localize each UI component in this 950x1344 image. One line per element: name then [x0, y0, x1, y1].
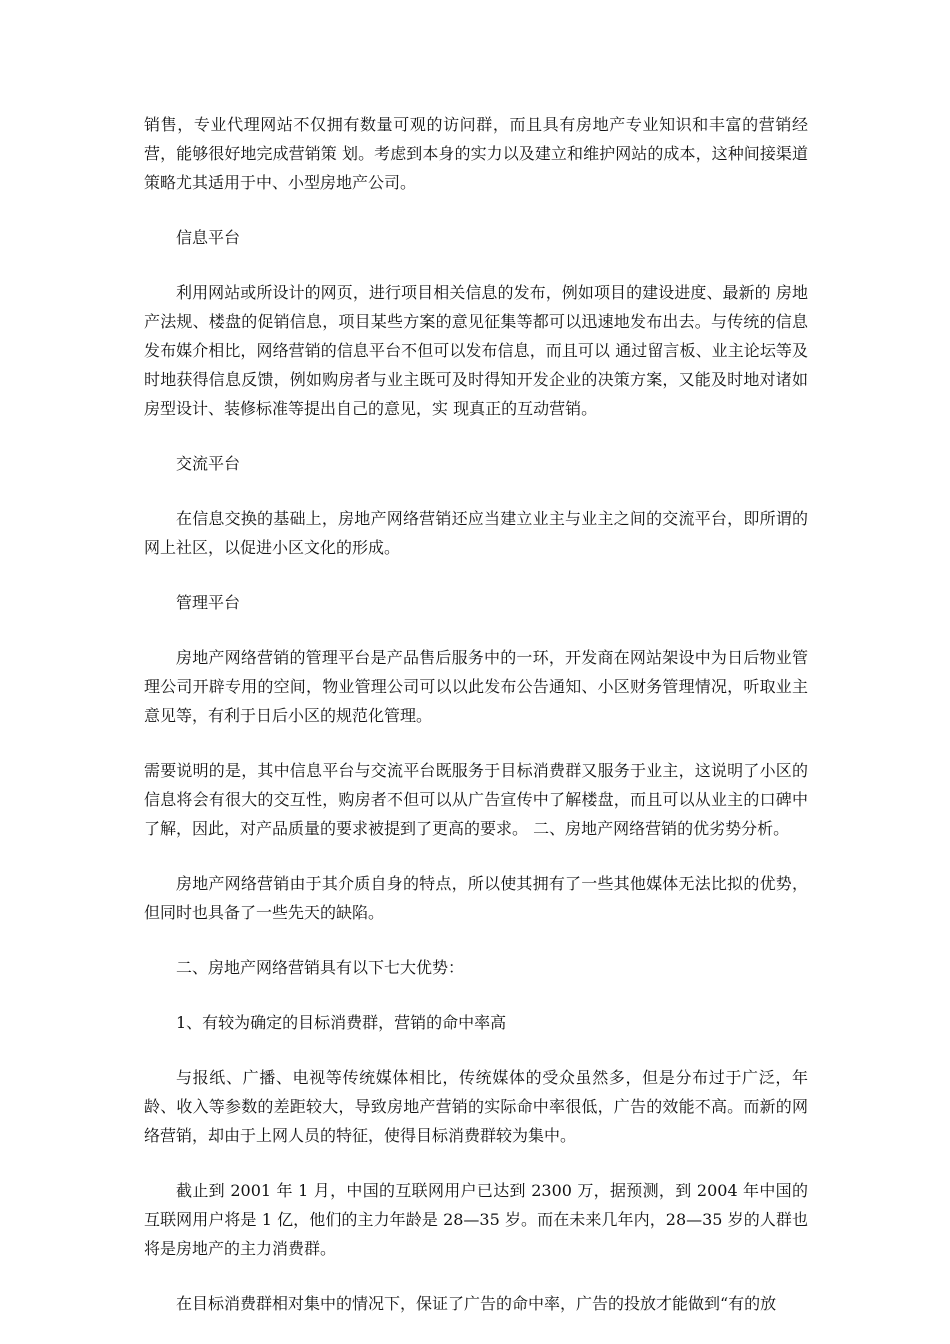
body-paragraph: 房地产网络营销由于其介质自身的特点，所以使其拥有了一些其他媒体无法比拟的优势，但同时也具备了一些先天的缺陷。 — [144, 874, 808, 922]
subsection-heading-1: 1、有较为确定的目标消费群，营销的命中率高 — [176, 1013, 507, 1032]
body-paragraph: 与报纸、广播、电视等传统媒体相比，传统媒体的受众虽然多，但是分布过于广泛，年龄、收入等参数的差距较大，导致房地产营销的实际命中率很低，广告的效能不高。而新的网络营销，却由于上网人员的特征，使得目标消费群较为集中。 — [144, 1068, 808, 1145]
section-heading-exchange-platform: 交流平台 — [176, 454, 241, 473]
section-heading-advantages: 二、房地产网络营销具有以下七大优势： — [176, 958, 465, 977]
section-heading-management-platform: 管理平台 — [176, 593, 241, 612]
body-paragraph: 在信息交换的基础上，房地产网络营销还应当建立业主与业主之间的交流平台，即所谓的网上社区，以促进小区文化的形成。 — [144, 509, 808, 557]
document-page — [144, 110, 808, 1344]
body-paragraph: 在目标消费群相对集中的情况下，保证了广告的命中率，广告的投放才能做到“有的放 — [176, 1294, 777, 1313]
body-paragraph: 需要说明的是，其中信息平台与交流平台既服务于目标消费群又服务于业主，这说明了小区的信息将会有很大的交互性，购房者不但可以从广告宣传中了解楼盘，而且可以从业主的口碑中了解，因此，对产品质量的要求被提到了更高的要求。 二、房地产网络营销的优劣势分析。 — [144, 761, 808, 838]
body-paragraph: 房地产网络营销的管理平台是产品售后服务中的一环，开发商在网站架设中为日后物业管理公司开辟专用的空间，物业管理公司可以以此发布公告通知、小区财务管理情况，听取业主意见等，有利于日后小区的规范化管理。 — [144, 648, 808, 725]
body-paragraph: 截止到 2001 年 1 月，中国的互联网用户已达到 2300 万，据预测，到 2004 年中国的互联网用户将是 1 亿，他们的主力年龄是 28—35 岁。而在未来几年内，28—35 岁的人群也将是房地产的主力消费群。 — [144, 1181, 808, 1258]
body-paragraph: 利用网站或所设计的网页，进行项目相关信息的发布，例如项目的建设进度、最新的 房地产法规、楼盘的促销信息，项目某些方案的意见征集等都可以迅速地发布出去。与传统的信息发布媒介相比，网络营销的信息平台不但可以发布信息，而且可以 通过留言板、业主论坛等及时地获得信息反馈，例如购房者与业主既可及时得知开发企业的决策方案，又能及时地对诸如房型设计、装修标准等提出自己的意见，实 现真正的互动营销。 — [144, 283, 808, 418]
section-heading-info-platform: 信息平台 — [176, 228, 241, 247]
body-paragraph: 销售，专业代理网站不仅拥有数量可观的访问群，而且具有房地产专业知识和丰富的营销经营，能够很好地完成营销策 划。考虑到本身的实力以及建立和维护网站的成本，这种间接渠道策略尤其适用于中、小型房地产公司。 — [144, 115, 808, 192]
